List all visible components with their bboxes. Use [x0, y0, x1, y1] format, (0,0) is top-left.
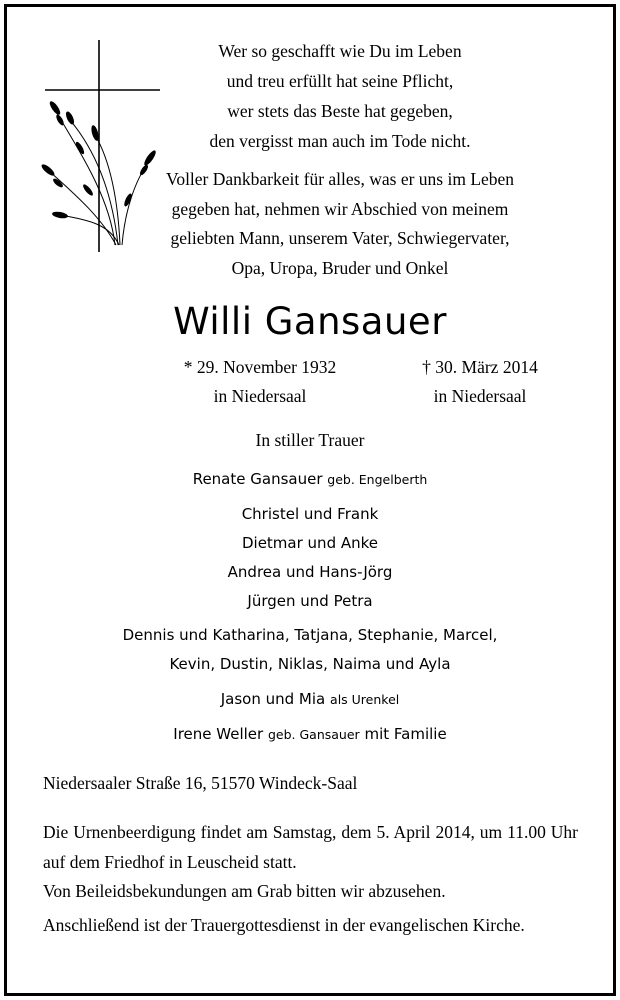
children-line: Jürgen und Petra	[247, 592, 373, 610]
sibling-name: Irene Weller	[173, 725, 264, 743]
children-line: Christel und Frank	[241, 505, 379, 523]
poem-line: den vergisst man auch im Tode nicht.	[209, 131, 471, 151]
grandchildren-line: Kevin, Dustin, Niklas, Naima und Ayla	[169, 655, 451, 673]
poem-line: Wer so geschafft wie Du im Leben	[218, 41, 462, 61]
widow-name: Renate Gansauer	[192, 470, 323, 488]
grandchildren-line: Dennis und Katharina, Tatjana, Stephanie, Marcel,	[122, 626, 498, 644]
service-notice: Anschließend ist der Trauergottesdienst in der evangelischen Kirche.	[43, 915, 525, 935]
great-grandchildren-note: als Urenkel	[330, 692, 400, 707]
funeral-notice: Die Urnenbeerdigung findet am Samstag, dem 5. April 2014, um 11.00 Uhr auf dem Friedhof in Leuscheid statt.	[43, 822, 578, 872]
widow-line	[0, 470, 620, 488]
poem-line: wer stets das Beste hat gegeben,	[227, 101, 453, 121]
birth-date: * 29. November 1932	[183, 357, 337, 377]
intro-line: geliebten Mann, unserem Vater, Schwiegervater,	[170, 228, 510, 248]
condolence-notice: Von Beileidsbekundungen am Grab bitten wir abzusehen.	[43, 881, 446, 901]
sibling-line	[0, 725, 620, 743]
death-date: † 30. März 2014	[422, 357, 538, 377]
address: Niedersaaler Straße 16, 51570 Windeck-Saal	[43, 773, 358, 793]
children-line: Dietmar und Anke	[241, 534, 379, 552]
mourning-heading: In stiller Trauer	[255, 430, 365, 450]
birth-place: in Niedersaal	[213, 386, 307, 406]
intro-text	[140, 165, 540, 283]
death-place: in Niedersaal	[433, 386, 527, 406]
great-grandchildren-line	[0, 690, 620, 708]
intro-line: Voller Dankbarkeit für alles, was er uns im Leben	[165, 169, 515, 189]
sibling-maiden-name: geb. Gansauer	[267, 727, 360, 742]
great-grandchildren-names: Jason und Mia	[220, 690, 326, 708]
death-block	[385, 353, 575, 411]
poem-line: und treu erfüllt hat seine Pflicht,	[226, 71, 454, 91]
birth-block	[160, 353, 360, 411]
deceased-name: Willi Gansauer	[173, 300, 447, 343]
poem	[140, 36, 540, 156]
intro-line: Opa, Uropa, Bruder und Onkel	[231, 257, 449, 278]
sibling-suffix: mit Familie	[364, 725, 447, 743]
intro-line: gegeben hat, nehmen wir Abschied von meinem	[171, 198, 509, 219]
children-line: Andrea und Hans-Jörg	[227, 563, 393, 581]
widow-maiden-name: geb. Engelberth	[327, 472, 428, 487]
